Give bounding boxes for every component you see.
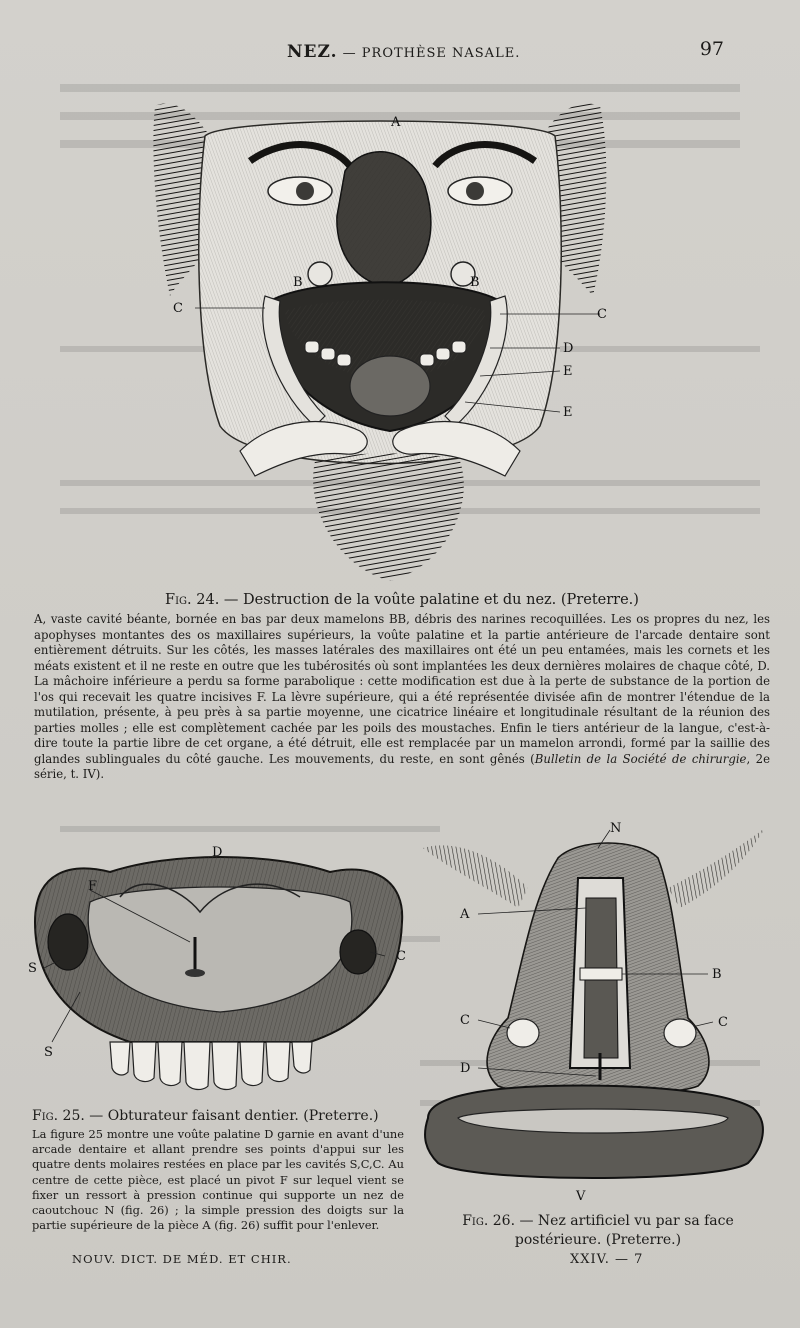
fig25-label-S-lower: S (44, 1045, 53, 1060)
figure-24-reference-tail: , 2e série, t. IV). (34, 751, 771, 781)
figure-24-description-text: A, vaste cavité béante, bornée en bas par deux mamelons BB, débris des narines recoquillées. Les os propres du nez, les apophyses montantes des os maxillaires supérieurs, la voûte palatine et la partie antérieure de l'arcade dentaire sont entièrement détruits. Sur les côtés, les masses latérales des maxillaires ont été un peu entamées, mais les cornets et les méats existent et il ne reste en outre que les tubérosités où sont implantées les deux dernières molaires de chaque côté, D. La mâchoire inférieure a perdu sa forme parabolique : cette modification est due à la perte de substance de la portion de l'os qui recevait les quatre incisives F. La lèvre supérieure, qui a été représentée divisée afin de montrer l'étendue de la mutilation, présente, à peu près à sa partie moyenne, une cicatrice linéaire et longitudinale résultant de la réunion des parties molles ; elle est complètement cachée par les poils des moustaches. Enfin le tiers antérieur de la langue, c'est-à-dire toute la partie libre de cet organe, a été détruit, elle est remplacée par un mamelon arrondi, formé par la saillie des glandes sublinguales du côté gauche. Les mouvements, du reste, en sont gênés ( (34, 612, 770, 766)
fig25-label-F: F (88, 879, 98, 894)
fig24-label-E-lower: E (563, 405, 573, 420)
figure-26-label: Fig. 26. (462, 1213, 516, 1229)
fig24-label-C-left: C (173, 301, 183, 316)
nostril-left (507, 1019, 539, 1047)
nostril-right (664, 1019, 696, 1047)
tuft-right (668, 828, 765, 908)
figure-25-label: Fig. 25. (32, 1108, 85, 1124)
figure-24-engraving (145, 96, 615, 586)
fig24-label-D: D (563, 341, 574, 356)
page-number: 97 (699, 38, 724, 60)
tuft-left (423, 845, 528, 908)
fig26-label-D: D (460, 1061, 471, 1076)
page-header (0, 38, 800, 72)
figure-26-caption (438, 1212, 758, 1250)
fig24-label-B-left: B (293, 275, 303, 290)
tongue (350, 356, 430, 416)
fig24-label-A: A (391, 115, 401, 130)
figure-26-engraving (418, 818, 770, 1208)
fig26-label-C-left: C (460, 1013, 470, 1028)
fig26-label-A: A (460, 907, 470, 922)
beard (313, 454, 464, 582)
figure-25-caption (32, 1108, 404, 1233)
running-head (287, 42, 520, 62)
fig25-label-D: D (212, 845, 223, 860)
running-head-main: NEZ. (287, 42, 338, 62)
footer-publication: NOUV. DICT. DE MÉD. ET CHIR. (72, 1252, 292, 1266)
spring-clip-B (580, 968, 622, 980)
figure-24-reference: Bulletin de la Société de chirurgie (534, 751, 747, 766)
fig26-label-C-right: C (718, 1015, 728, 1030)
figure-25-title (32, 1108, 404, 1124)
figure-24-title (34, 592, 770, 608)
figure-24-label: Fig. 24. (165, 592, 220, 608)
fig25-label-C: C (396, 949, 406, 964)
footer-signature: XXIV. — 7 (570, 1252, 644, 1267)
fig24-label-B-right: B (470, 275, 480, 290)
figure-24-caption (34, 592, 770, 783)
fig25-label-S-left: S (28, 961, 37, 976)
figure-26-title-text: — Nez artificiel vu par sa face postérieure. (Preterre.) (514, 1213, 734, 1248)
figure-25-description: La figure 25 montre une voûte palatine D garnie en avant d'une arcade dentaire et allant prendre ses points d'appui sur les quatre dents molaires restées en place par les cavités S,C,C. Au centre de cette pièce, est placé un pivot F sur lequel vient se fixer un ressort à pression continue qui supporte un nez de caoutchouc N (fig. 26) ; la simple pression des doigts sur la partie supérieure de la pièce A (fig. 26) suffit pour l'enlever. (32, 1127, 404, 1233)
figure-25-title-text: — Obturateur faisant dentier. (Preterre.) (84, 1108, 379, 1124)
figure-25-engraving (30, 842, 410, 1104)
running-head-sub: — PROTHÈSE NASALE. (337, 46, 521, 61)
fig24-label-C-right: C (597, 307, 607, 322)
pivot-base (185, 969, 205, 977)
mamelon-left (308, 262, 332, 286)
fig26-label-N: N (610, 821, 622, 836)
figure-24-title-text: — Destruction de la voûte palatine et du nez. (Preterre.) (219, 592, 639, 608)
cavity-S-left (48, 914, 88, 970)
front-teeth (110, 1042, 312, 1089)
fig24-label-E-upper: E (563, 364, 573, 379)
fig26-label-B: B (712, 967, 722, 982)
figure-24-description (34, 612, 770, 783)
fig26-label-V: V (576, 1189, 586, 1204)
